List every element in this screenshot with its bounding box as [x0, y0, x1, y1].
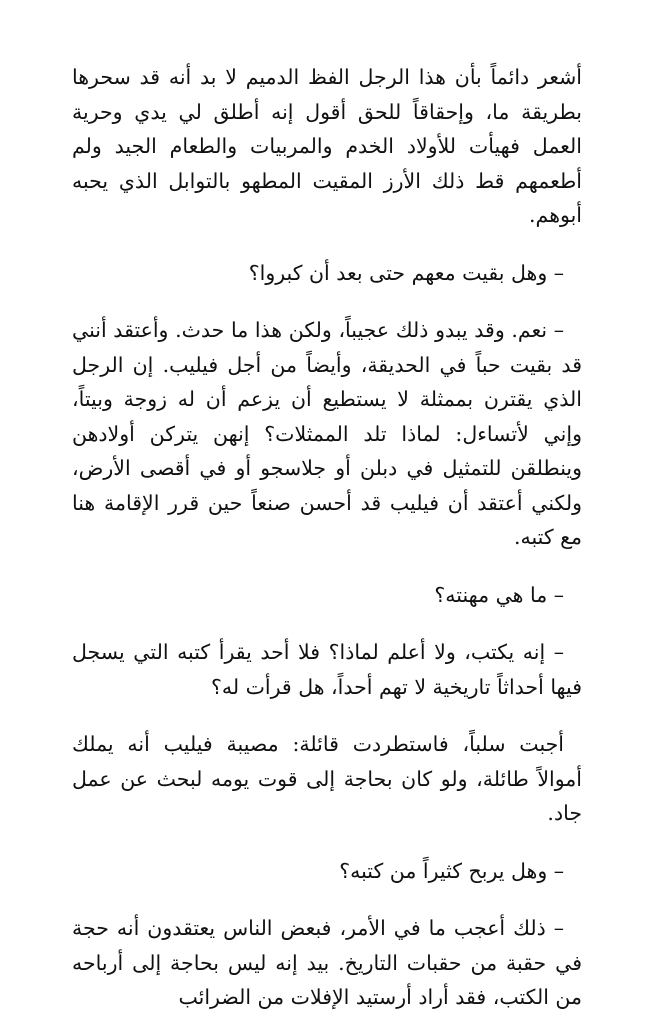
narration-paragraph: أجبت سلباً، فاستطردت قائلة: مصيبة فيليب أنه يملك أموالاً طائلة، ولو كان بحاجة إلى قوت يومه لبحث عن عمل جاد.: [72, 732, 582, 825]
book-page: [72, 60, 582, 1015]
dialogue-paragraph: – وهل بقيت معهم حتى بعد أن كبروا؟: [248, 260, 564, 285]
dialogue-paragraph: – ما هي مهنته؟: [434, 582, 564, 607]
dialogue-paragraph: – إنه يكتب، ولا أعلم لماذا؟ فلا أحد يقرأ كتبه التي يسجل فيها أحداثاً تاريخية لا تهم أحداً، هل قرأت له؟: [72, 640, 582, 699]
dialogue-paragraph: – ذلك أعجب ما في الأمر، فبعض الناس يعتقدون أنه حجة في حقبة من حقبات التاريخ. بيد إنه ليس بحاجة إلى أرباحه من الكتب، فقد أراد أرستيد الإفلات من الضرائب: [72, 916, 582, 1009]
dialogue-paragraph: – نعم. وقد يبدو ذلك عجيباً، ولكن هذا ما حدث. وأعتقد أنني قد بقيت حباً في الحديقة، وأيضاً من أجل فيليب. إن الرجل الذي يقترن بممثلة لا يستطيع أن يزعم أن له زوجة وبيتاً، وإني لأتساءل: لماذا تلد الممثلات؟ إنهن يتركن أولادهن وينطلقن للتمثيل في دبلن أو جلاسجو أو في أقصى الأرض، ولكني أعتقد أن فيليب قد أحسن صنعاً حين قرر الإقامة هنا مع كتبه.: [72, 318, 582, 549]
dialogue-paragraph: – وهل يربح كثيراً من كتبه؟: [339, 858, 564, 883]
narration-paragraph: أشعر دائماً بأن هذا الرجل الفظ الدميم لا بد أنه قد سحرها بطريقة ما، وإحقاقاً للحق أقول إنه أطلق لي يدي وحرية العمل فهيأت للأولاد الخدم والمربيات والطعام الجيد ولم أطعمهم قط ذلك الأرز المقيت المطهو بالتوابل الذي يحبه أبوهم.: [72, 65, 582, 227]
